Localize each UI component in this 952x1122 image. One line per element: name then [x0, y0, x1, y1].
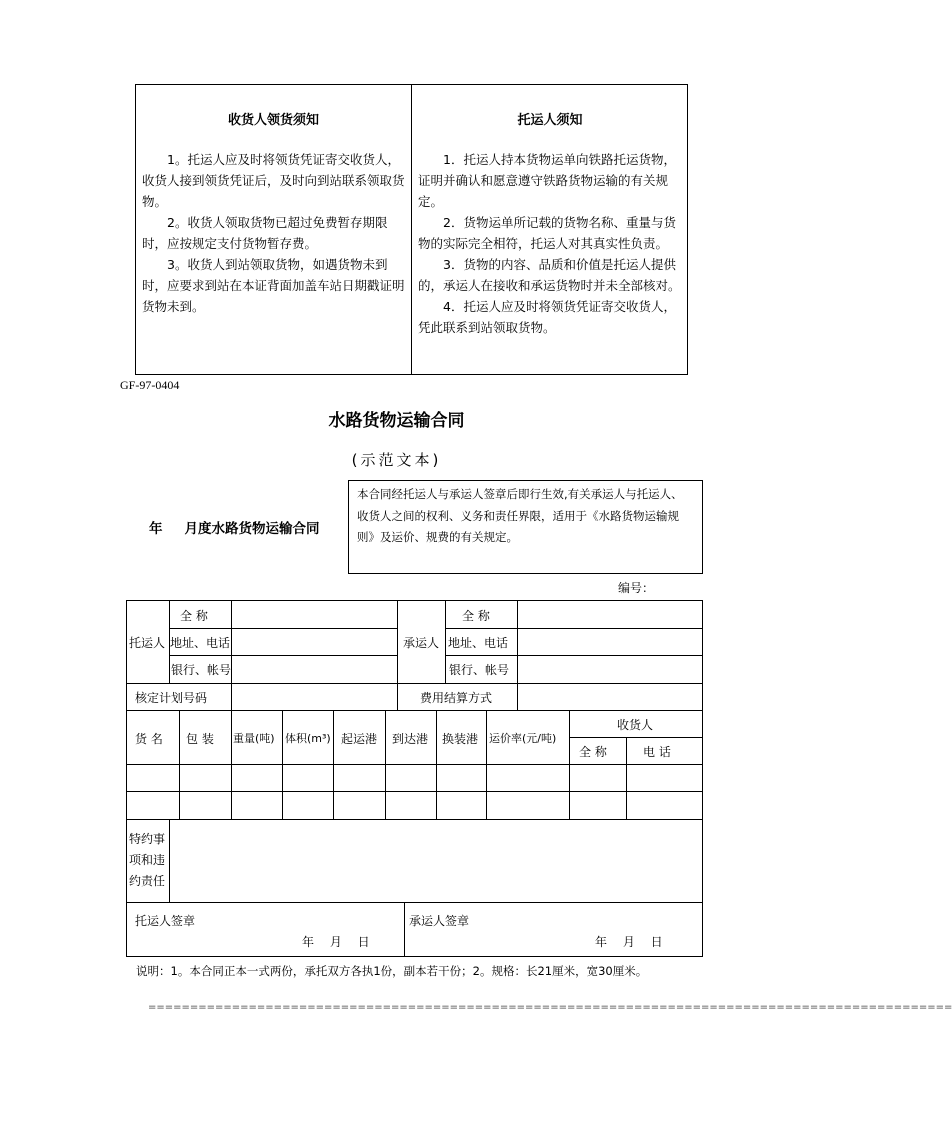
- consignor-address-label: 地址、电话: [170, 636, 231, 650]
- grid-line: [397, 601, 398, 710]
- grid-line: [127, 791, 703, 792]
- special-terms-line: 项和违: [129, 853, 166, 867]
- document-title: 水路货物运输合同: [328, 411, 465, 431]
- grid-line: [127, 683, 703, 684]
- consignor-name-label: 全 称: [180, 609, 208, 623]
- document-subtitle: (示范文本): [351, 451, 442, 469]
- grid-line: [385, 710, 386, 819]
- consignor-label: 托运人: [129, 636, 166, 650]
- col-weight: 重量(吨): [233, 732, 275, 745]
- plan-number-label: 核定计划号码: [135, 691, 208, 705]
- consignee-notice-item: 2。收货人领取货物已超过免费暂存期限时，应按规定支付货物暂存费。: [142, 215, 388, 251]
- grid-line: [179, 710, 180, 819]
- grid-line: [231, 683, 232, 710]
- special-terms-label: [129, 829, 165, 892]
- grid-line: [127, 902, 703, 903]
- year-label: 年: [149, 521, 163, 537]
- consignor-notice-heading: 托运人须知: [517, 113, 583, 128]
- consignor-notice-item: 2．货物运单所记载的货物名称、重量与货物的实际完全相符，托运人对其真实性负责。: [418, 215, 676, 251]
- grid-line: [445, 601, 446, 683]
- grid-line: [569, 737, 703, 738]
- grid-line: [127, 710, 703, 711]
- carrier-label: 承运人: [403, 636, 440, 650]
- grid-line: [127, 764, 703, 765]
- grid-line: [231, 601, 232, 683]
- document-code: GF-97-0404: [120, 378, 180, 392]
- grid-line: [626, 737, 627, 819]
- grid-line: [169, 819, 170, 902]
- consignee-phone-label: 电 话: [643, 745, 671, 759]
- separator-rule: ================================================================================================: [148, 1002, 952, 1013]
- consignee-notice-heading: 收货人领货须知: [227, 113, 319, 128]
- carrier-signature-label: 承运人签章: [409, 914, 470, 928]
- col-freight-rate: 运价率(元/吨): [489, 732, 557, 745]
- consignor-notice-item: 4．托运人应及时将领货凭证寄交收货人，凭此联系到站领取货物。: [418, 299, 676, 335]
- grid-line: [169, 655, 397, 656]
- footnote: 说明：1。本合同正本一式两份，承托双方各执1份，副本若干份；2。规格：长21厘米，宽30厘米。: [136, 964, 648, 978]
- consignor-notice-item: 3．货物的内容、品质和价值是托运人提供的，承运人在接收和承运货物时并未全部核对。: [418, 257, 681, 293]
- notice-table: [135, 84, 688, 375]
- grid-line: [127, 819, 703, 820]
- consignor-notice-item: 1．托运人持本货物运单向铁路托运货物，证明并确认和愿意遵守铁路货物运输的有关规定。: [418, 152, 676, 209]
- grid-line: [333, 710, 334, 819]
- grid-line: [231, 710, 232, 819]
- consignee-notice-item: 1。托运人应及时将领货凭证寄交收货人，收货人接到领货凭证后，及时向到站联系领取货物。: [142, 152, 405, 209]
- col-volume: 体积(m³): [285, 732, 331, 745]
- special-terms-line: 约责任: [129, 874, 166, 888]
- grid-line: [517, 601, 518, 683]
- carrier-signature-date: 年 月 日: [595, 935, 663, 949]
- consignor-signature-date: 年 月 日: [302, 935, 370, 949]
- grid-line: [169, 628, 397, 629]
- grid-line: [436, 710, 437, 819]
- carrier-bank-label: 银行、帐号: [449, 663, 510, 677]
- consignor-signature-label: 托运人签章: [135, 914, 196, 928]
- grid-line: [445, 655, 703, 656]
- monthly-contract-title: [149, 517, 320, 537]
- consignee-notice: [136, 85, 411, 374]
- consignor-notice: [412, 85, 688, 374]
- carrier-name-label: 全 称: [462, 609, 490, 623]
- consignee-name-label: 全 称: [579, 745, 607, 759]
- carrier-address-label: 地址、电话: [448, 636, 509, 650]
- col-packing: 包 装: [186, 732, 214, 746]
- grid-line: [404, 902, 405, 957]
- special-terms-line: 特约事: [129, 832, 166, 846]
- consignor-bank-label: 银行、帐号: [171, 663, 232, 677]
- serial-number-label: 编号：: [618, 581, 655, 595]
- grid-line: [445, 628, 703, 629]
- monthly-contract-label: 月度水路货物运输合同: [184, 521, 320, 537]
- grid-line: [517, 683, 518, 710]
- contract-form: [126, 600, 703, 957]
- col-departure-port: 起运港: [341, 732, 378, 746]
- consignee-label: 收货人: [617, 718, 654, 732]
- grid-line: [486, 710, 487, 819]
- consignee-notice-item: 3。收货人到站领取货物，如遇货物未到时，应要求到站在本证背面加盖车站日期戳证明货物未到。: [142, 257, 405, 314]
- col-transfer-port: 换装港: [442, 732, 479, 746]
- col-goods-name: 货 名: [135, 732, 163, 746]
- col-arrival-port: 到达港: [392, 732, 429, 746]
- intro-box: 本合同经托运人与承运人签章后即行生效,有关承运人与托运人、收货人之间的权利、义务和责任界限，适用于《水路货物运输规则》及运价、规费的有关规定。: [348, 480, 703, 574]
- settlement-label: 费用结算方式: [420, 691, 493, 705]
- grid-line: [569, 710, 570, 819]
- grid-line: [282, 710, 283, 819]
